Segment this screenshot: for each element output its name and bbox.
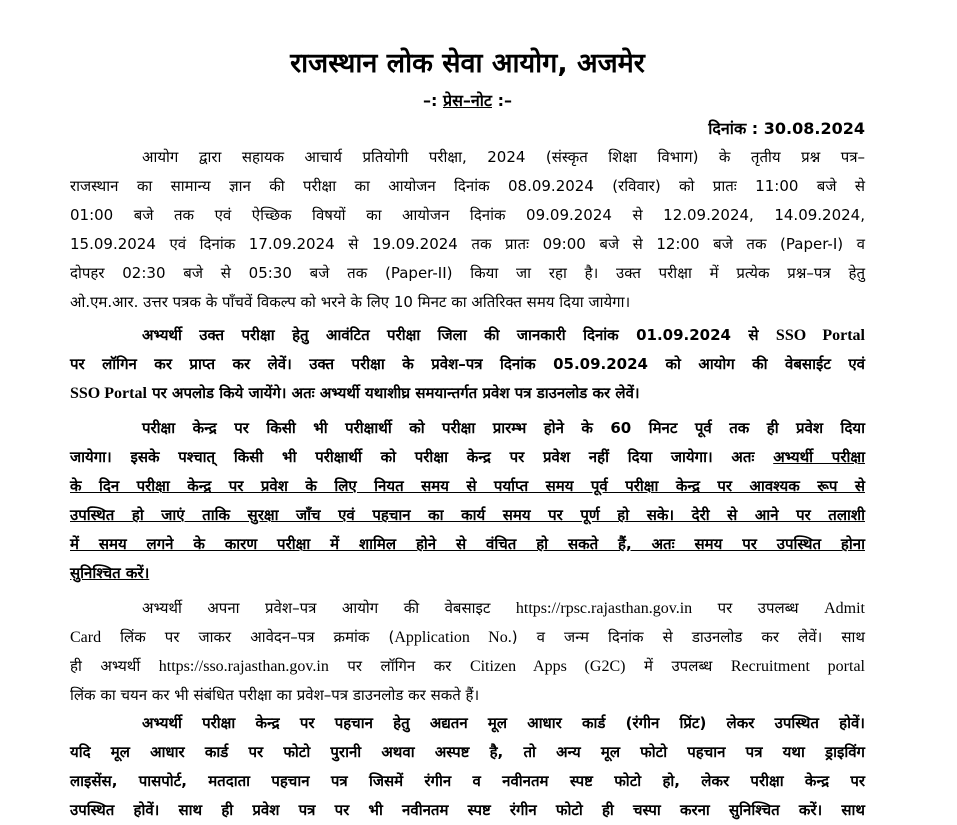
page-title: राजस्थान लोक सेवा आयोग, अजमेर <box>290 48 645 79</box>
sso-portal-text: SSO Portal <box>775 327 865 344</box>
para4-line2-text: लिंक पर जाकर आवेदन–पत्र क्रमांक ( <box>101 628 395 646</box>
para4-line-4: लिंक का चयन कर भी संबंधित परीक्षा का प्रवेश–पत्र डाउनलोड कर सकते हैं। <box>70 686 480 704</box>
para4-line2-text: ) व जन्म दिनांक से डाउनलोड कर लेवें। साथ <box>511 628 865 646</box>
para5-line: यदि मूल आधार कार्ड पर फोटो पुरानी अथवा अस्पष्ट है, तो अन्य मूल फोटो पहचान पत्र यथा ड्राइविंग <box>70 743 865 761</box>
subtitle-dash-right: :– <box>492 91 512 110</box>
para4-line3-text: में उपलब्ध <box>625 657 731 675</box>
para5-line: उपस्थित होवें। साथ ही प्रवेश पत्र पर भी नवीनतम स्पष्ट रंगीन फोटो ही चस्पा करना सुनिश्चित करें। साथ <box>70 801 865 819</box>
rpsc-website-link[interactable]: https://rpsc.rajasthan.gov.in <box>515 600 693 617</box>
para2-line-2: पर लॉगिन कर प्राप्त कर लेवें। उक्त परीक्षा के प्रवेश–पत्र दिनांक 05.09.2024 को आयोग की वेबसाईट एवं <box>70 355 865 373</box>
para1-line: ओ.एम.आर. उत्तर पत्रक के पाँचवें विकल्प को भरने के लिए 10 मिनट का अतिरिक्त समय दिया जायेगा। <box>70 293 631 311</box>
para4-line1-text: अभ्यर्थी अपना प्रवेश–पत्र आयोग की वेबसाइट <box>142 599 516 617</box>
para3-line2-plain: जायेगा। इसके पश्चात् किसी भी परीक्षार्थी को परीक्षा केन्द्र पर प्रवेश नहीं दिया जायेगा। अतः <box>70 448 774 466</box>
para5-line: लाइसेंस, पासपोर्ट, मतदाता पहचान पत्र जिसमें रंगीन व नवीनतम स्पष्ट फोटो हो, लेकर परीक्षा केन्द्र पर <box>70 772 865 790</box>
admit-text: Admit <box>824 600 865 617</box>
para4-line-2 <box>70 623 865 652</box>
para4-line-1 <box>70 594 865 623</box>
application-no-text: Application No. <box>394 629 512 646</box>
paragraph-admit-card-release <box>70 321 865 408</box>
para2-line-1 <box>70 321 865 350</box>
paragraph-identity-proof <box>70 709 865 825</box>
para2-line-3 <box>70 379 865 408</box>
paragraph-exam-schedule <box>70 143 865 317</box>
recruitment-portal-text: Recruitment portal <box>730 658 865 675</box>
para3-line-1: परीक्षा केन्द्र पर किसी भी परीक्षार्थी को परीक्षा प्रारम्भ होने के 60 मिनट पूर्व तक ही प्रवेश दिया <box>142 419 865 437</box>
para5-line: अभ्यर्थी परीक्षा केन्द्र पर पहचान हेतु अद्यतन मूल आधार कार्ड (रंगीन प्रिंट) लेकर उपस्थित होवें। <box>142 714 865 732</box>
para4-line3-text: पर लॉगिन कर <box>328 657 470 675</box>
sso-website-link[interactable]: https://sso.rajasthan.gov.in <box>158 658 329 675</box>
para3-line-2 <box>70 443 865 472</box>
date-value: 30.08.2024 <box>763 119 865 138</box>
date-line <box>708 117 865 141</box>
para2-line3-text: पर अपलोड किये जायेंगे। अतः अभ्यर्थी यथाशीघ्र समयान्तर्गत प्रवेश पत्र डाउनलोड कर लेवें। <box>146 384 640 402</box>
para3-line2-underlined: अभ्यर्थी परीक्षा <box>773 448 865 466</box>
para3-underlined-line: उपस्थित हो जाएं ताकि सुरक्षा जाँच एवं पहचान का कार्य समय पर पूर्ण हो सके। देरी से आने पर तलाशी <box>70 506 865 524</box>
para2-line1-text: अभ्यर्थी उक्त परीक्षा हेतु आवंटित परीक्षा जिला की जानकारी दिनांक 01.09.2024 से <box>142 326 776 344</box>
subtitle-dash-left: –: <box>423 91 443 110</box>
subtitle-main: प्रेस–नोट <box>442 91 492 110</box>
para3-underlined-line: में समय लगने के कारण परीक्षा में शामिल होने से वंचित हो सकते हैं, अतः समय पर उपस्थित होना <box>70 535 865 553</box>
card-text: Card <box>70 629 102 646</box>
press-note-subtitle <box>70 88 865 114</box>
para4-line1-text: पर उपलब्ध <box>692 599 825 617</box>
para3-underlined-line: के दिन परीक्षा केन्द्र पर प्रवेश के लिए नियत समय से पर्याप्त समय पूर्व परीक्षा केन्द्र पर आवश्यक रूप से <box>70 477 865 495</box>
para1-line: दोपहर 02:30 बजे से 05:30 बजे तक (Paper-II) किया जा रहा है। उक्त परीक्षा में प्रत्येक प्रश्न–पत्र हेतु <box>70 264 865 282</box>
para1-line: आयोग द्वारा सहायक आचार्य प्रतियोगी परीक्षा, 2024 (संस्कृत शिक्षा विभाग) के तृतीय प्रश्न पत्र– <box>142 148 865 166</box>
sso-portal-text: SSO Portal <box>70 385 147 402</box>
para1-line: 01:00 बजे तक एवं ऐच्छिक विषयों का आयोजन दिनांक 09.09.2024 से 12.09.2024, 14.09.2024, <box>70 206 865 224</box>
para3-underlined-line: सुनिश्चित करें। <box>70 564 150 582</box>
para4-line-3 <box>70 652 865 681</box>
paragraph-entry-timing <box>70 414 865 588</box>
paragraph-download-instructions <box>70 594 865 710</box>
citizen-apps-text: Citizen Apps (G2C) <box>469 658 626 675</box>
para4-line3-text: ही अभ्यर्थी <box>70 657 159 675</box>
para1-line: राजस्थान का सामान्य ज्ञान की परीक्षा का आयोजन दिनांक 08.09.2024 (रविवार) को प्रातः 11:00 बजे से <box>70 177 865 195</box>
para1-line: 15.09.2024 एवं दिनांक 17.09.2024 से 19.09.2024 तक प्रातः 09:00 बजे से 12:00 बजे तक (Paper-I) व <box>70 235 865 253</box>
date-label: दिनांक : <box>708 119 764 138</box>
